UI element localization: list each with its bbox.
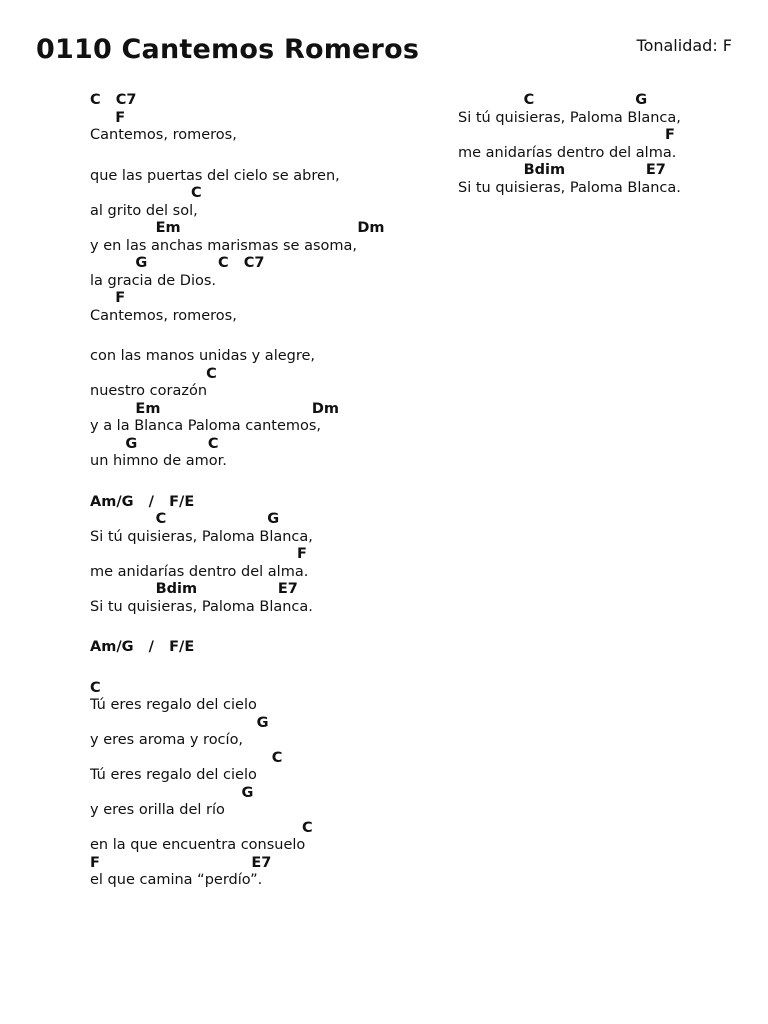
stanza-gap: [90, 657, 430, 680]
chord-line: C: [90, 365, 217, 382]
song-title: 0110 Cantemos Romeros: [36, 34, 420, 65]
lyric-line: me anidarías dentro del alma.: [90, 563, 309, 580]
song-column-left: [90, 92, 430, 890]
chord-line: C: [90, 819, 313, 836]
lyric-line: Cantemos, romeros,: [90, 127, 237, 143]
song-column-right: [458, 92, 738, 197]
lyric-line: y en las anchas marismas se asoma,: [90, 237, 358, 254]
lyric-line: Si tu quisieras, Paloma Blanca.: [458, 179, 681, 196]
lyric-line: nuestro corazón: [90, 383, 208, 399]
lyric-line: Si tú quisieras, Paloma Blanca,: [90, 528, 313, 545]
key-label: Tonalidad: F: [636, 36, 732, 55]
lyric-line: Cantemos, romeros,: [90, 307, 237, 324]
lyric-line: Tú eres regalo del cielo: [90, 697, 257, 713]
lyric-line: y eres aroma y rocío,: [90, 732, 244, 748]
chord-line: C: [90, 679, 101, 696]
chord-line: C: [90, 185, 202, 201]
chord-line: Bdim E7: [458, 162, 666, 178]
chord-line: F: [90, 546, 307, 562]
chord-line: G: [90, 784, 254, 801]
lyric-line: la gracia de Dios.: [90, 272, 217, 289]
chord-line: Am/G / F/E: [90, 639, 195, 655]
chord-line: Am/G / F/E: [90, 493, 195, 510]
lyric-line: el que camina “perdío”.: [90, 872, 263, 888]
chord-line: F: [90, 109, 126, 126]
chord-line: Bdim E7: [90, 581, 298, 597]
lyric-line: con las manos unidas y alegre,: [90, 348, 316, 364]
lyric-line: un himno de amor.: [90, 453, 227, 469]
stanza-gap: [90, 145, 430, 168]
chord-line: G C: [90, 435, 219, 452]
stanza-gap: [90, 471, 430, 494]
lyric-line: al grito del sol,: [90, 202, 198, 219]
chord-line: C C7: [90, 92, 137, 108]
lyric-line: en la que encuentra consuelo: [90, 837, 306, 853]
chord-line: C: [90, 749, 283, 766]
chord-line: F E7: [90, 854, 272, 871]
lyric-line: Si tu quisieras, Paloma Blanca.: [90, 598, 313, 615]
stanza-gap: [90, 325, 430, 348]
chord-line: F: [458, 127, 675, 143]
chord-line: C G: [90, 511, 280, 527]
lyric-line: y eres orilla del río: [90, 802, 225, 818]
chord-line: F: [90, 290, 126, 306]
chord-line: Em Dm: [90, 220, 385, 236]
chord-line: G: [90, 714, 269, 731]
stanza-gap: [90, 616, 430, 639]
lyric-line: Tú eres regalo del cielo: [90, 767, 257, 783]
lyric-line: y a la Blanca Paloma cantemos,: [90, 418, 322, 434]
chord-line: C G: [458, 92, 648, 108]
chord-line: Em Dm: [90, 400, 340, 417]
lyric-line: me anidarías dentro del alma.: [458, 144, 677, 161]
chord-line: G C C7: [90, 255, 265, 271]
lyric-line: Si tú quisieras, Paloma Blanca,: [458, 109, 681, 126]
lyric-line: que las puertas del cielo se abren,: [90, 167, 340, 184]
